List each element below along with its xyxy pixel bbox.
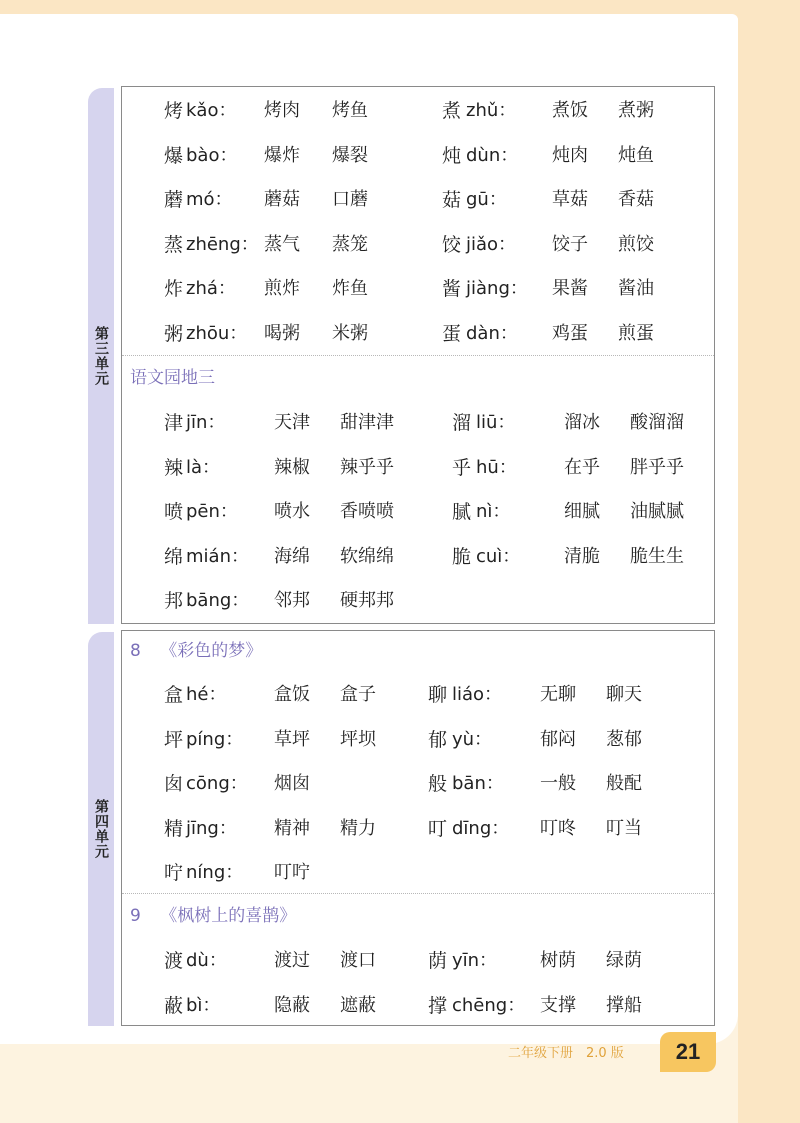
vocab-word: 喝粥: [264, 322, 300, 344]
vocab-word: 溜冰: [564, 412, 600, 433]
vocab-word: 细腻: [564, 501, 600, 522]
vocab-char: 饺: [442, 233, 462, 256]
vocab-char: 酱: [442, 278, 462, 300]
vocab-char: 脆: [452, 545, 472, 568]
vocab-word: 煎蛋: [618, 322, 654, 344]
lesson8-name: 《彩色的梦》: [160, 641, 263, 661]
vocab-pinyin: dàn：: [466, 322, 518, 344]
page-number: 21: [660, 1032, 716, 1072]
vocab-word: 甜津津: [340, 412, 394, 433]
vocab-word: 渡口: [340, 950, 376, 971]
vocab-pinyin: mián：: [186, 545, 249, 567]
vocab-char: 炸: [164, 278, 184, 300]
vocab-char: 喷: [164, 501, 184, 523]
lesson8-number: 8: [130, 641, 141, 661]
vocab-row: [122, 267, 714, 311]
vocab-word: 海绵: [274, 545, 310, 567]
vocab-char: 聊: [428, 684, 448, 706]
vocab-char: 撑: [428, 994, 448, 1017]
vocab-word: 米粥: [332, 322, 368, 344]
vocab-pinyin: dù：: [186, 950, 227, 971]
vocab-word: 烤鱼: [332, 100, 368, 121]
vocab-char: 渡: [164, 950, 184, 972]
vocab-pinyin: bāng：: [186, 590, 250, 611]
vocab-row: [122, 401, 714, 445]
vocab-pinyin: jīng：: [186, 817, 237, 839]
vocab-word: 葱郁: [606, 728, 642, 750]
vocab-char: 粥: [164, 322, 184, 345]
vocab-pinyin: zhá：: [186, 278, 236, 299]
vocab-word: 果酱: [552, 278, 588, 299]
vocab-word: 盒子: [340, 684, 376, 705]
vocab-pinyin: cōng：: [186, 773, 248, 794]
vocab-word: 辣椒: [274, 456, 310, 478]
vocab-word: 辣乎乎: [340, 456, 394, 478]
unit3-panel: [121, 86, 715, 624]
vocab-word: 油腻腻: [630, 501, 684, 522]
vocab-char: 乎: [452, 456, 472, 479]
lesson9-name: 《枫树上的喜鹊》: [160, 906, 297, 926]
vocab-char: 煮: [442, 100, 462, 122]
vocab-char: 绵: [164, 545, 184, 568]
vocab-word: 一般: [540, 773, 576, 794]
vocab-row: [122, 673, 714, 717]
vocab-char: 辣: [164, 456, 184, 479]
vocab-row: [122, 490, 714, 534]
vocab-row: [122, 851, 714, 895]
vocab-pinyin: píng：: [186, 728, 244, 750]
vocab-word: 酱油: [618, 278, 654, 299]
vocab-word: 叮咚: [540, 817, 576, 839]
divider: [122, 893, 714, 894]
section-title-yuwenyuandi: 语文园地三: [130, 368, 215, 388]
vocab-pinyin: yù：: [452, 728, 493, 750]
vocab-pinyin: dīng：: [452, 817, 510, 839]
vocab-pinyin: hū：: [476, 456, 517, 478]
vocab-word: 坪坝: [340, 728, 376, 750]
lesson9-number: 9: [130, 906, 141, 926]
vocab-word: 无聊: [540, 684, 576, 705]
vocab-word: 蒸气: [264, 233, 300, 255]
unit3-tab-label: 第三单元: [93, 326, 109, 386]
vocab-row: [122, 89, 714, 133]
vocab-row: [122, 535, 714, 579]
vocab-char: 咛: [164, 862, 184, 884]
vocab-word: 烟囱: [274, 773, 310, 794]
vocab-pinyin: zhǔ：: [466, 100, 517, 121]
vocab-word: 胖乎乎: [630, 456, 684, 478]
vocab-word: 蘑菇: [264, 189, 300, 210]
vocab-word: 草坪: [274, 728, 310, 750]
vocab-pinyin: hé：: [186, 684, 227, 705]
vocab-word: 煮饭: [552, 100, 588, 121]
vocab-char: 精: [164, 817, 184, 840]
vocab-pinyin: jīn：: [186, 412, 226, 433]
page-right-band: [738, 0, 800, 1123]
vocab-word: 爆裂: [332, 144, 368, 166]
vocab-char: 爆: [164, 144, 184, 167]
vocab-char: 邦: [164, 590, 184, 612]
vocab-row: [122, 939, 714, 983]
vocab-word: 天津: [274, 412, 310, 433]
vocab-row: [122, 223, 714, 267]
unit3-tab: [88, 88, 114, 624]
vocab-char: 荫: [428, 950, 448, 972]
vocab-word: 叮咛: [274, 862, 310, 883]
vocab-word: 口蘑: [332, 189, 368, 210]
vocab-word: 叮当: [606, 817, 642, 839]
vocab-pinyin: bì：: [186, 994, 221, 1016]
vocab-word: 硬邦邦: [340, 590, 394, 611]
vocab-word: 喷水: [274, 501, 310, 522]
vocab-char: 般: [428, 773, 448, 795]
vocab-pinyin: zhōu：: [186, 322, 248, 344]
vocab-word: 软绵绵: [340, 545, 394, 567]
vocab-char: 郁: [428, 728, 448, 751]
vocab-row: [122, 579, 714, 623]
vocab-word: 渡过: [274, 950, 310, 971]
vocab-row: [122, 984, 714, 1028]
vocab-word: 炖肉: [552, 144, 588, 166]
vocab-pinyin: chēng：: [452, 994, 526, 1016]
vocab-pinyin: bào：: [186, 144, 238, 166]
vocab-char: 菇: [442, 189, 462, 211]
vocab-pinyin: gū：: [466, 189, 507, 210]
vocab-row: [122, 718, 714, 762]
vocab-row: [122, 762, 714, 806]
vocab-word: 绿荫: [606, 950, 642, 971]
vocab-word: 隐蔽: [274, 994, 310, 1016]
unit4-panel: [121, 630, 715, 1026]
vocab-char: 坪: [164, 728, 184, 751]
vocab-word: 煎炸: [264, 278, 300, 299]
vocab-pinyin: jiǎo：: [466, 233, 517, 255]
vocab-pinyin: níng：: [186, 862, 244, 883]
vocab-row: [122, 312, 714, 356]
vocab-row: [122, 178, 714, 222]
vocab-word: 精力: [340, 817, 376, 839]
vocab-pinyin: dùn：: [466, 144, 519, 166]
vocab-pinyin: jiàng：: [466, 278, 528, 299]
vocab-word: 树荫: [540, 950, 576, 971]
vocab-char: 蔽: [164, 994, 184, 1017]
vocab-pinyin: mó：: [186, 189, 233, 210]
vocab-word: 香菇: [618, 189, 654, 210]
vocab-word: 草菇: [552, 189, 588, 210]
vocab-word: 鸡蛋: [552, 322, 588, 344]
book-label: 二年级下册 2.0 版: [508, 1046, 624, 1061]
vocab-row: [122, 134, 714, 178]
vocab-pinyin: kǎo：: [186, 100, 237, 121]
vocab-char: 蒸: [164, 233, 184, 256]
vocab-word: 煮粥: [618, 100, 654, 121]
vocab-word: 邻邦: [274, 590, 310, 611]
vocab-char: 叮: [428, 817, 448, 840]
vocab-pinyin: bān：: [452, 773, 504, 794]
vocab-word: 爆炸: [264, 144, 300, 166]
vocab-word: 脆生生: [630, 545, 684, 567]
vocab-word: 煎饺: [618, 233, 654, 255]
vocab-word: 在乎: [564, 456, 600, 478]
vocab-char: 烤: [164, 100, 184, 122]
vocab-word: 撑船: [606, 994, 642, 1016]
vocab-word: 酸溜溜: [630, 412, 684, 433]
vocab-pinyin: pēn：: [186, 501, 238, 522]
vocab-row: [122, 446, 714, 490]
unit4-tab-label: 第四单元: [93, 799, 109, 859]
vocab-word: 般配: [606, 773, 642, 794]
vocab-char: 腻: [452, 501, 472, 523]
vocab-word: 清脆: [564, 545, 600, 567]
vocab-pinyin: yīn：: [452, 950, 498, 971]
vocab-word: 精神: [274, 817, 310, 839]
vocab-word: 炖鱼: [618, 144, 654, 166]
vocab-char: 蛋: [442, 322, 462, 345]
vocab-word: 聊天: [606, 684, 642, 705]
vocab-row: [122, 807, 714, 851]
vocab-pinyin: nì：: [476, 501, 511, 522]
vocab-char: 盒: [164, 684, 184, 706]
vocab-pinyin: là：: [186, 456, 221, 478]
lesson9-title: [130, 901, 296, 931]
divider: [122, 355, 714, 356]
vocab-word: 遮蔽: [340, 994, 376, 1016]
vocab-word: 支撑: [540, 994, 576, 1016]
vocab-char: 津: [164, 412, 184, 434]
vocab-word: 烤肉: [264, 100, 300, 121]
vocab-pinyin: liáo：: [452, 684, 503, 705]
vocab-char: 溜: [452, 412, 472, 434]
vocab-word: 炸鱼: [332, 278, 368, 299]
vocab-word: 盒饭: [274, 684, 310, 705]
vocab-word: 饺子: [552, 233, 588, 255]
lesson8-title: [130, 636, 262, 666]
vocab-word: 郁闷: [540, 728, 576, 750]
vocab-pinyin: liū：: [476, 412, 516, 433]
vocab-char: 囱: [164, 773, 184, 795]
vocab-pinyin: zhēng：: [186, 233, 259, 255]
unit4-tab: [88, 632, 114, 1026]
vocab-char: 炖: [442, 144, 462, 167]
vocab-char: 蘑: [164, 189, 184, 211]
vocab-pinyin: cuì：: [476, 545, 521, 567]
vocab-word: 香喷喷: [340, 501, 394, 522]
vocab-word: 蒸笼: [332, 233, 368, 255]
